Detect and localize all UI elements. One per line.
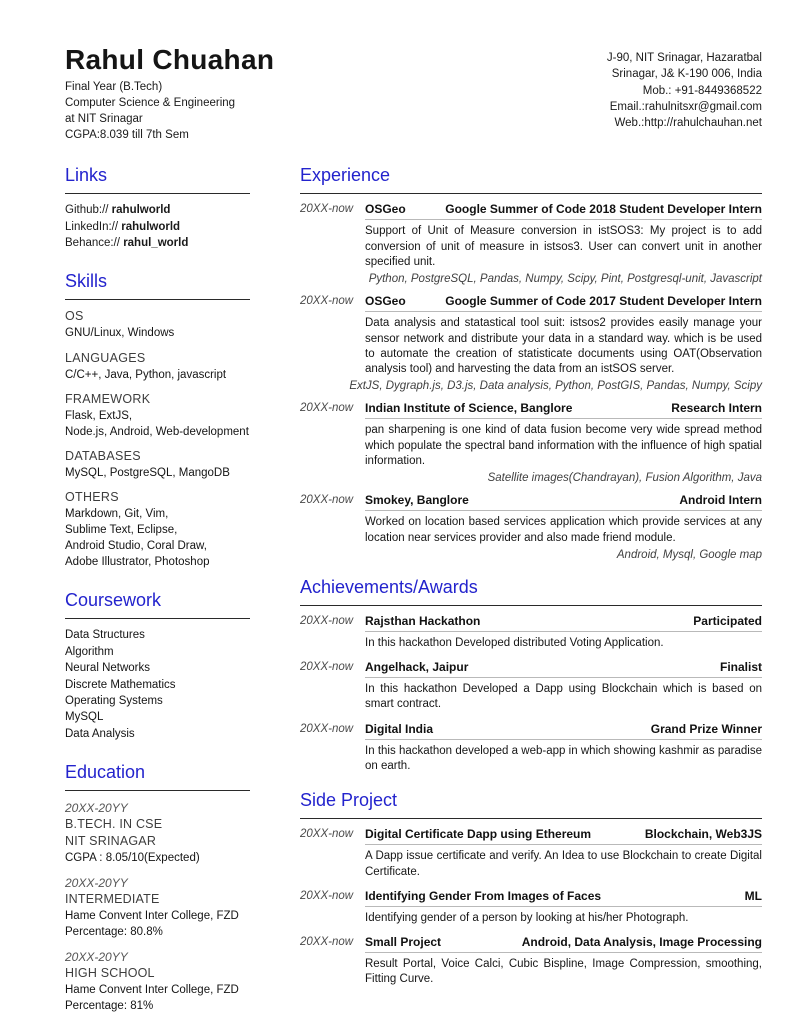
entry-header — [365, 827, 762, 845]
entry-dates: 20XX-now — [300, 402, 354, 415]
education-school: Hame Convent Inter College, FZD — [65, 984, 239, 997]
skill-line: Node.js, Android, Web-development — [65, 425, 249, 438]
education-score: Percentage: 80.8% — [65, 926, 163, 939]
skill-group-label: OTHERS — [65, 489, 119, 504]
entry-header — [365, 660, 762, 678]
subtitle-line: Final Year (B.Tech) — [65, 81, 163, 93]
education-entry — [65, 801, 250, 866]
entry-header — [365, 401, 762, 419]
experience-entry — [300, 294, 762, 392]
experience-entry — [300, 401, 762, 484]
experience-entry — [300, 202, 762, 285]
education-degree: B.TECH. IN CSE — [65, 817, 163, 832]
contact-website[interactable]: Web.:http://rahulchauhan.net — [614, 117, 762, 130]
entry-header — [365, 889, 762, 907]
entry-body: Worked on location based services application which provide services at any location near services provider and also made friend module. — [365, 516, 762, 544]
entry-dates: 20XX-now — [300, 936, 354, 949]
contact-email[interactable]: Email.:rahulnitsxr@gmail.com — [609, 100, 762, 113]
entry-dates: 20XX-now — [300, 828, 354, 841]
course-item: MySQL — [65, 711, 104, 724]
entry-role: ML — [744, 888, 762, 903]
contact-block — [607, 44, 762, 132]
education-section — [65, 762, 250, 1014]
entry-dates: 20XX-now — [300, 203, 354, 216]
entry-tags: Satellite images(Chandrayan), Fusion Algorithm, Java — [487, 472, 762, 485]
entry-dates: 20XX-now — [300, 722, 354, 735]
entry-dates: 20XX-now — [300, 614, 354, 627]
entry-header — [365, 294, 762, 312]
entry-role: Google Summer of Code 2017 Student Developer Intern — [445, 294, 762, 309]
entry-dates: 20XX-now — [300, 295, 354, 308]
entry-header — [365, 935, 762, 953]
education-score: Percentage: 81% — [65, 1000, 154, 1013]
entry-tags: ExtJS, Dygraph.js, D3.js, Data analysis, Python, PostGIS, Pandas, Numpy, Scipy — [349, 380, 762, 393]
course-item: Operating Systems — [65, 695, 163, 708]
link-value[interactable]: rahul_world — [123, 237, 189, 250]
skill-line: Android Studio, Coral Draw, — [65, 540, 207, 553]
entry-header — [365, 614, 762, 632]
achievements-heading: Achievements/Awards — [300, 577, 762, 606]
entry-tags: Python, PostgreSQL, Pandas, Numpy, Scipy, Pint, Postgresql-unit, Javascript — [368, 273, 762, 286]
skill-group-label: LANGUAGES — [65, 350, 146, 365]
experience-heading: Experience — [300, 165, 762, 194]
subtitle-line: CGPA:8.039 till 7th Sem — [65, 128, 189, 141]
entry-role: Grand Prize Winner — [650, 721, 762, 736]
side-project-entry — [300, 827, 762, 880]
side-project-entry — [300, 889, 762, 926]
skill-line: GNU/Linux, Windows — [65, 327, 175, 340]
entry-org: Angelhack, Jaipur — [365, 660, 469, 675]
sidebar — [65, 151, 250, 1014]
experience-entry — [300, 493, 762, 561]
skills-heading: Skills — [65, 271, 250, 300]
skill-line: Adobe Illustrator, Photoshop — [65, 556, 210, 569]
skill-line: Sublime Text, Eclipse, — [65, 523, 178, 536]
course-item: Data Analysis — [65, 727, 135, 740]
education-entry — [65, 876, 250, 940]
entry-org: Identifying Gender From Images of Faces — [365, 888, 602, 903]
entry-role: Blockchain, Web3JS — [644, 827, 762, 842]
skill-group-label: FRAMEWORK — [65, 391, 151, 406]
skill-group-label: DATABASES — [65, 448, 141, 463]
link-github — [65, 202, 250, 218]
side-projects-section — [300, 790, 762, 987]
entry-role: Google Summer of Code 2018 Student Developer Intern — [445, 202, 762, 217]
skill-line: Flask, ExtJS, — [65, 409, 133, 422]
link-prefix: LinkedIn:// — [65, 220, 119, 233]
entry-body: In this hackathon Developed a Dapp using Blockchain which is based on smart contract. — [365, 683, 762, 711]
entry-body: Support of Unit of Measure conversion in istSOS3: My project is to add conversion of unit of measure in istsos3. User can convert unit in another specified unit. — [365, 225, 762, 268]
contact-address-line: J-90, NIT Srinagar, Hazaratbal — [606, 52, 762, 64]
side-projects-heading: Side Project — [300, 790, 762, 819]
entry-tags: Android, Mysql, Google map — [616, 548, 762, 561]
side-project-entry — [300, 935, 762, 988]
course-item: Algorithm — [65, 645, 114, 658]
header — [65, 44, 762, 143]
entry-org: Small Project — [365, 935, 442, 950]
skill-line: C/C++, Java, Python, javascript — [65, 368, 227, 381]
course-item: Neural Networks — [65, 662, 150, 675]
entry-dates: 20XX-now — [300, 889, 354, 902]
entry-role: Android, Data Analysis, Image Processing — [521, 935, 762, 950]
entry-body: pan sharpening is one kind of data fusion become very wide spread method which populate the spectral band information with the influence of high spatial information. — [365, 424, 762, 467]
entry-role: Research Intern — [671, 401, 762, 416]
subtitle-line: at NIT Srinagar — [65, 112, 143, 125]
columns — [65, 151, 762, 1014]
education-school: Hame Convent Inter College, FZD — [65, 910, 239, 923]
header-left — [65, 44, 274, 143]
skills-section — [65, 271, 250, 570]
person-name: Rahul Chuahan — [65, 44, 275, 75]
link-prefix: Github:// — [65, 204, 109, 217]
entry-org: Digital Certificate Dapp using Ethereum — [365, 827, 592, 842]
entry-org: Digital India — [365, 721, 434, 736]
course-item: Data Structures — [65, 629, 145, 642]
subtitle-line: Computer Science & Engineering — [65, 96, 236, 109]
education-degree: HIGH SCHOOL — [65, 966, 155, 981]
entry-body: A Dapp issue certificate and verify. An Idea to use Blockchain to create Digital Certificate. — [365, 850, 762, 878]
entry-org: Smokey, Banglore — [365, 493, 469, 508]
experience-section — [300, 165, 762, 560]
skill-group-label: OS — [65, 309, 84, 324]
education-entry — [65, 950, 250, 1014]
entry-role: Finalist — [719, 660, 762, 675]
education-heading: Education — [65, 762, 250, 791]
entry-body: Identifying gender of a person by looking at his/her Photograph. — [365, 911, 689, 924]
entry-org: Indian Institute of Science, Banglore — [365, 401, 573, 416]
education-degree: INTERMEDIATE — [65, 892, 160, 907]
entry-dates: 20XX-now — [300, 494, 354, 507]
link-prefix: Behance:// — [65, 237, 120, 250]
education-score: CGPA : 8.05/10(Expected) — [65, 852, 200, 865]
skill-line: MySQL, PostgreSQL, MangoDB — [65, 466, 230, 479]
contact-phone: Mob.: +91-8449368522 — [642, 84, 762, 97]
link-linkedin — [65, 219, 250, 235]
entry-org: OSGeo — [365, 202, 406, 217]
entry-role: Android Intern — [679, 493, 762, 508]
links-section — [65, 165, 250, 251]
entry-body: Result Portal, Voice Calci, Cubic Bispline, Image Compression, smoothing, Fitting Curve. — [365, 958, 762, 986]
education-school: NIT SRINAGAR — [65, 834, 157, 849]
entry-role: Participated — [693, 613, 762, 628]
education-dates: 20XX-20YY — [65, 950, 128, 965]
achievement-entry — [300, 614, 762, 651]
links-heading: Links — [65, 165, 250, 194]
entry-body: Data analysis and statastical tool suit: istsos2 provides easily manage your sensor network and distribute your data in a standard way. which is be used to automate the creation of statisticate documents using OAT(Observation analysis tool) and harvesting the data from an istSOS server. — [365, 317, 762, 376]
entry-org: Rajsthan Hackathon — [365, 613, 481, 628]
main-column — [300, 151, 762, 1014]
entry-dates: 20XX-now — [300, 661, 354, 674]
education-dates: 20XX-20YY — [65, 801, 128, 816]
achievement-entry — [300, 660, 762, 713]
skill-line: Markdown, Git, Vim, — [65, 507, 169, 520]
entry-header — [365, 722, 762, 740]
entry-header — [365, 493, 762, 511]
link-value[interactable]: rahulworld — [121, 220, 181, 233]
course-item: Discrete Mathematics — [65, 678, 176, 691]
link-value[interactable]: rahulworld — [111, 204, 171, 217]
link-behance — [65, 235, 250, 251]
achievements-section — [300, 577, 762, 774]
coursework-heading: Coursework — [65, 590, 250, 619]
contact-address-line: Srinagar, J& K-190 006, India — [611, 68, 762, 81]
entry-header — [365, 202, 762, 220]
coursework-section — [65, 590, 250, 742]
entry-body: In this hackathon developed a web-app in which showing kashmir as paradise on earth. — [365, 744, 762, 772]
entry-org: OSGeo — [365, 294, 406, 309]
education-dates: 20XX-20YY — [65, 876, 128, 891]
achievement-entry — [300, 722, 762, 775]
entry-body: In this hackathon Developed distributed Voting Application. — [365, 636, 664, 649]
